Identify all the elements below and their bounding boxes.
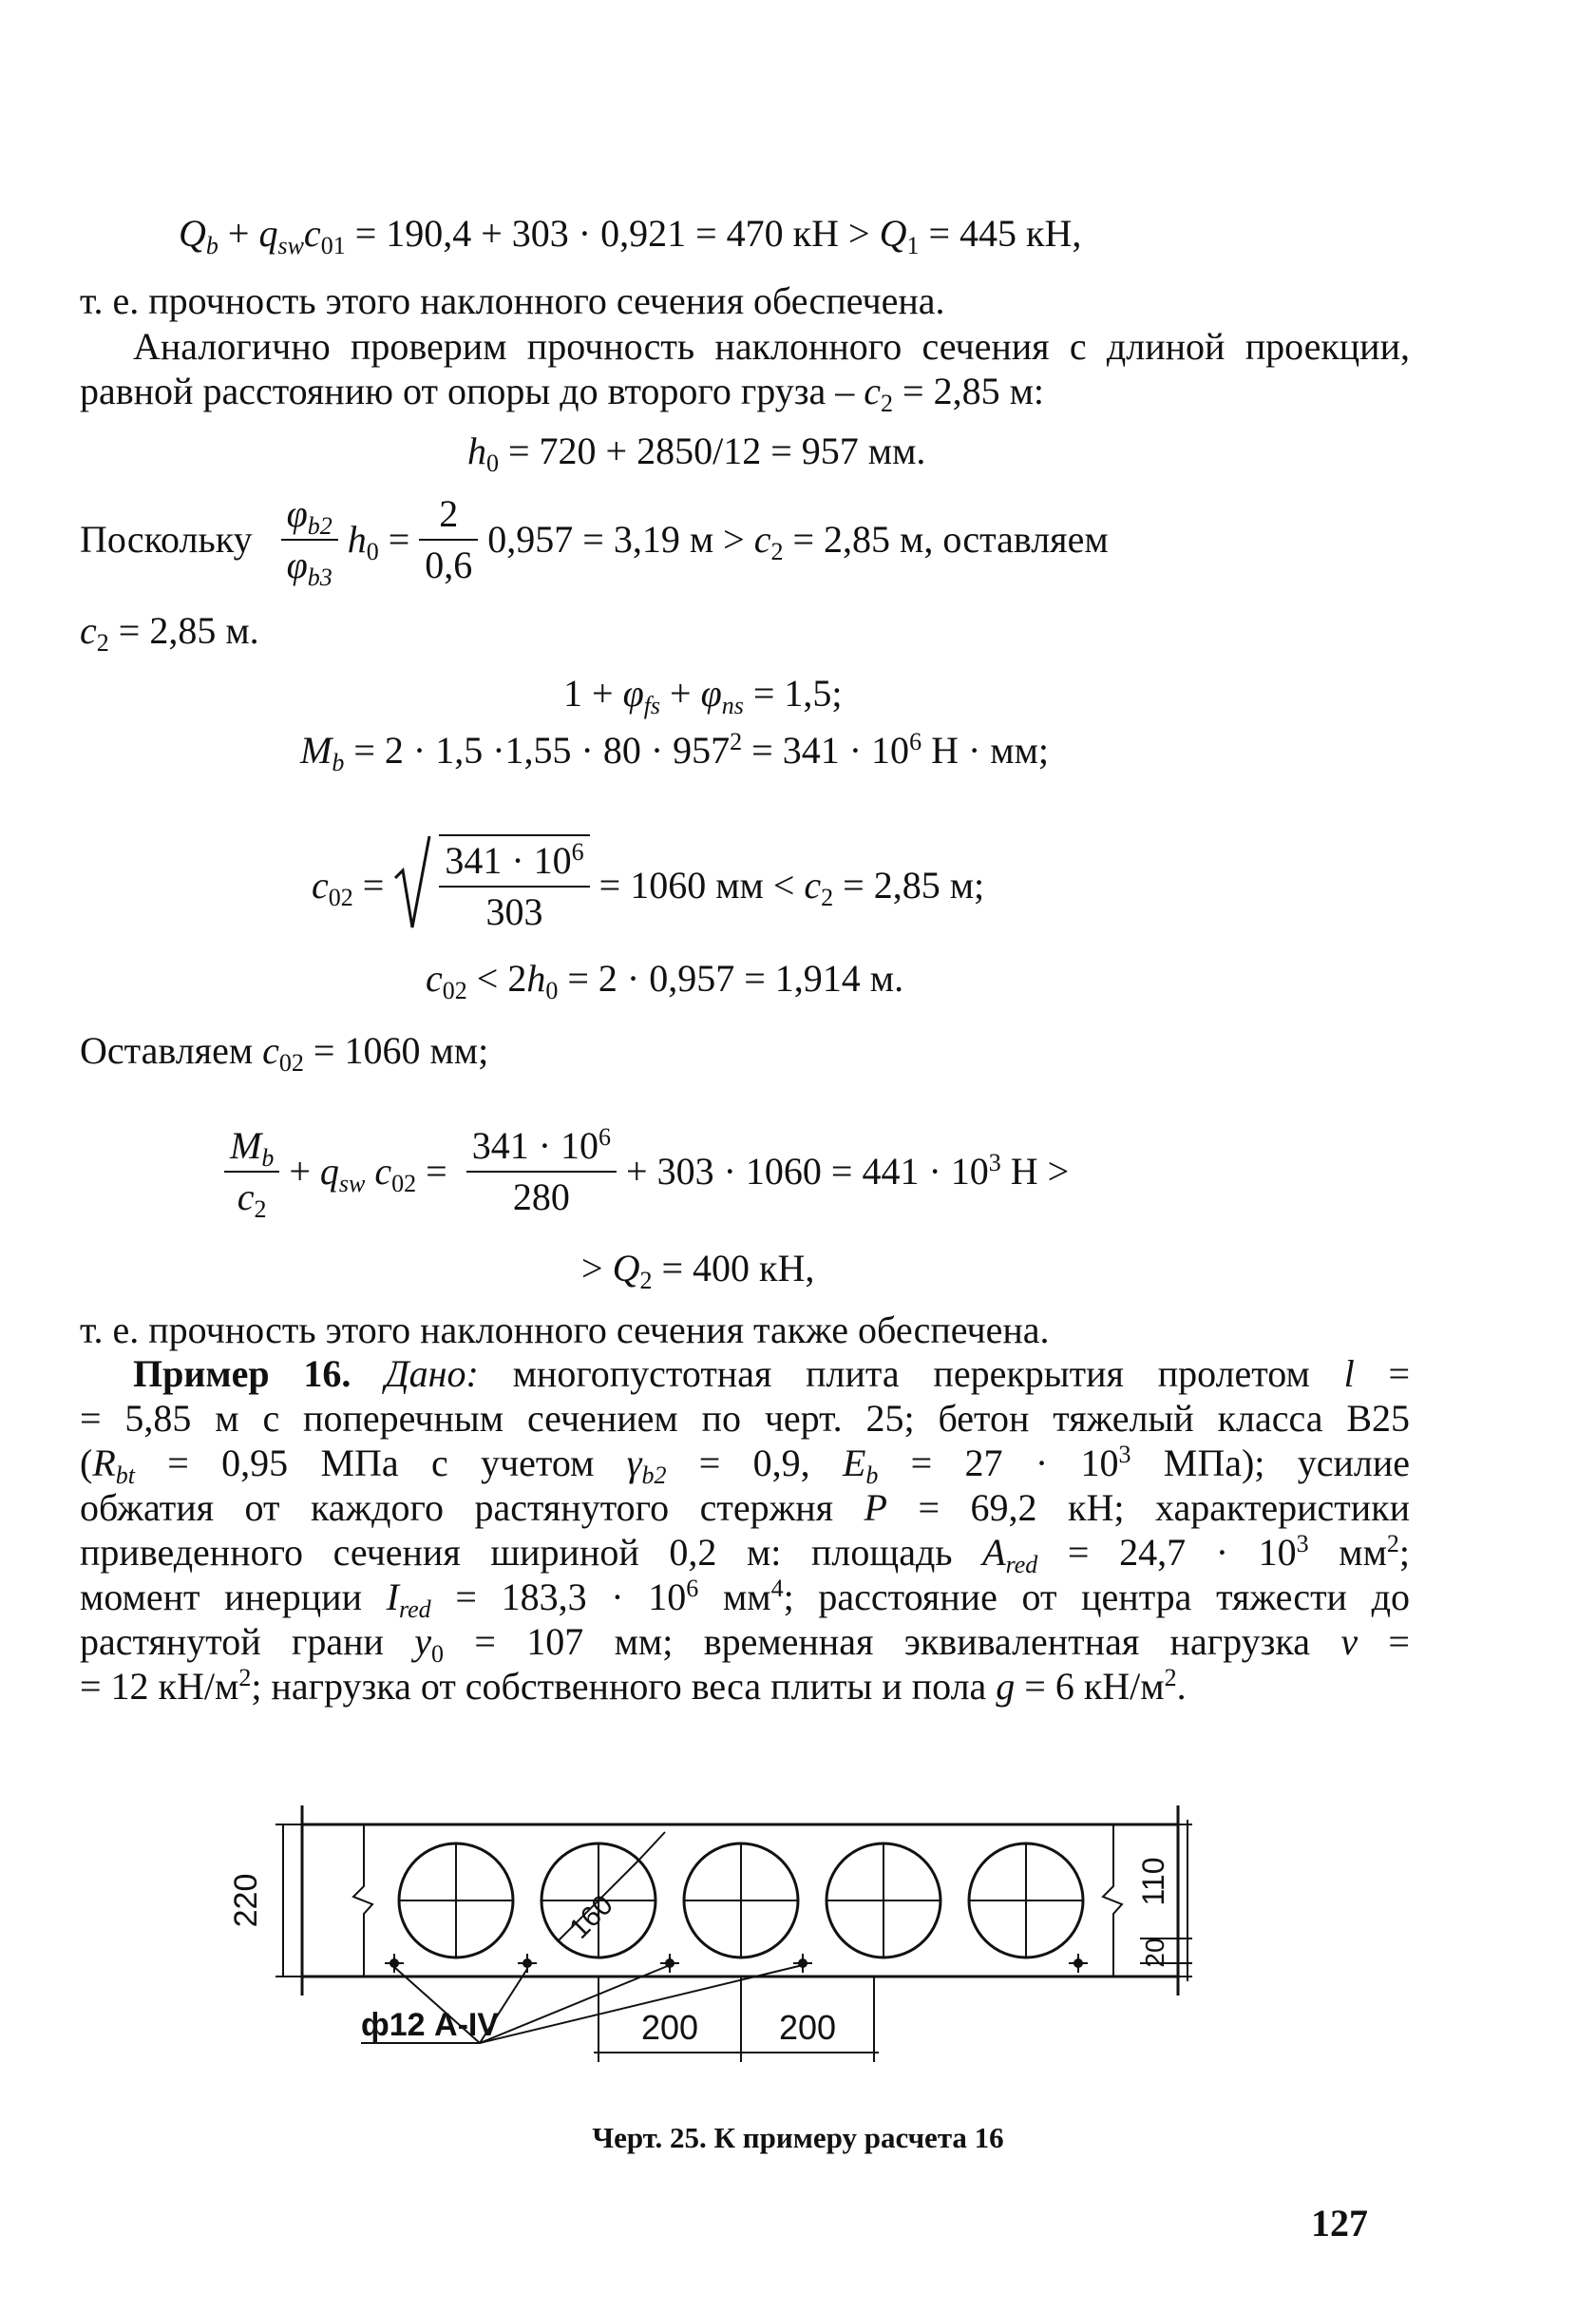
break-line-left bbox=[353, 1824, 372, 1977]
equation-mb: $M_b = 2 \cdot 1,5 \cdot 1,55 \cdot 80 \cdot 957^2 = 341 \cdot 10^6$ Н · мм; bbox=[300, 728, 1050, 776]
equation-mb-over-c2: $\frac{M_b}{c_2}$ + $q_{sw}$ $c_{02}$ = $\frac{341 \cdot 10^6}{280}$ + $303 \cdot 1060 = 441 \cdot 10^3$ Н > bbox=[224, 1121, 1069, 1222]
figure-caption: Черт. 25. К примеру расчета 16 bbox=[592, 2121, 1004, 2154]
dim-spacing-200-a: 200 bbox=[640, 2008, 699, 2047]
fraction-341-303: $\frac{341 \cdot 10^6}{303}$ bbox=[439, 834, 589, 937]
text-strength-ensured: т. е. прочность этого наклонного сечения обеспечена. bbox=[80, 279, 945, 322]
example-line-7: растянутой грани $y_0 = 107$ мм; временная эквивалентная нагрузка v = bbox=[80, 1620, 1410, 1668]
example-line-6: момент инерции $I_{red} = 183,3 \cdot 10^6$ $мм^4$; расстояние от центра тяжести до bbox=[80, 1575, 1410, 1623]
dim-spacing-200-b: 200 bbox=[778, 2008, 837, 2047]
equation-since-ratio: Поскольку $\frac{\varphi_{b2}}{\varphi_{b3}}$ $h_0$ = $\frac{2}{0,6}$ 0,957 = 3,19 $м > c_2 = 2,85$ м, оставляем bbox=[80, 489, 1109, 590]
page-number: 127 bbox=[1311, 2202, 1368, 2244]
fraction-2-06: $\frac{2}{0,6}$ bbox=[419, 489, 478, 590]
dim-height-220: 220 bbox=[228, 1873, 264, 1928]
void-5 bbox=[969, 1843, 1083, 1958]
fraction-mb-c2: $\frac{M_b}{c_2}$ bbox=[224, 1121, 279, 1222]
equation-leave-c02: Оставляем $c_{02} = 1060$ мм; bbox=[80, 1029, 489, 1077]
equation-q2: > $Q_2 = 400$ кН, bbox=[581, 1247, 815, 1294]
void-4 bbox=[826, 1843, 940, 1958]
example-line-2: = 5,85 м с поперечным сечением по черт. 25; бетон тяжелый класса В25 bbox=[80, 1397, 1410, 1440]
equation-qb-check: $Q_b + q_{sw}c_{01} = 190,4 + 303 \cdot 0,921 = 470$ кН > $Q_1 = 445$ кН, bbox=[179, 212, 1082, 259]
dim-20: 20 bbox=[1140, 1938, 1169, 1968]
equation-c02-compare: $c_{02} < 2h_0 = 2 \cdot 0,957 = 1,914$ м. bbox=[426, 957, 904, 1004]
break-line-right bbox=[1103, 1824, 1122, 1977]
equation-c02-sqrt: $c_{02}$ = $\frac{341 \cdot 10^6}{303}$ = 1060 мм < $c_2 = 2,85$ м; bbox=[312, 834, 984, 937]
equation-h0: $h_0 = 720 + 2850/12 = 957$ мм. bbox=[467, 430, 926, 477]
fraction-phi: $\frac{\varphi_{b2}}{\varphi_{b3}}$ bbox=[281, 489, 338, 590]
dim-void-diameter: 160 bbox=[563, 1889, 619, 1945]
equation-c2-value: $c_2 = 2,85$ м. bbox=[80, 609, 259, 657]
hollow-voids bbox=[399, 1832, 1083, 1958]
rebar-label: ф12 А-IV bbox=[361, 2007, 500, 2043]
void-3 bbox=[684, 1843, 798, 1958]
text-strength-also-ensured: т. е. прочность этого наклонного сечения также обеспечена. bbox=[80, 1308, 1050, 1351]
dim-110: 110 bbox=[1136, 1857, 1170, 1906]
example-line-5: приведенного сечения шириной 0,2 м: площадь $A_{red} = 24,7 \cdot 10^3$ $мм^2$; bbox=[80, 1530, 1411, 1578]
paragraph-line-1: Аналогично проверим прочность наклонного сечения с длиной проекции, bbox=[133, 325, 1410, 368]
example-line-4: обжатия от каждого растянутого стержня P = 69,2 кН; характеристики bbox=[80, 1486, 1410, 1529]
example-line-3: ($R_{bt} = 0,95$ МПа с учетом $\gamma_{b2} = 0,9$, $E_b = 27 \cdot 10^3$ МПа); усилие bbox=[80, 1441, 1410, 1489]
example-line-8: = 12 $кН/м^2$; нагрузка от собственного веса плиты и пола g = 6 $кН/м^2$. bbox=[80, 1664, 1187, 1708]
example-line-1: Пример 16. Дано: многопустотная плита перекрытия пролетом l = bbox=[133, 1352, 1411, 1395]
paragraph-line-2: равной расстоянию от опоры до второго груза – $c_2 = 2,85$ м: bbox=[80, 370, 1045, 417]
void-1 bbox=[399, 1843, 513, 1958]
fraction-341-280: $\frac{341 \cdot 10^6}{280}$ bbox=[466, 1121, 617, 1222]
equation-phi-sum: $1 + \varphi_{fs} + \varphi_{ns} = 1,5$; bbox=[563, 672, 843, 719]
